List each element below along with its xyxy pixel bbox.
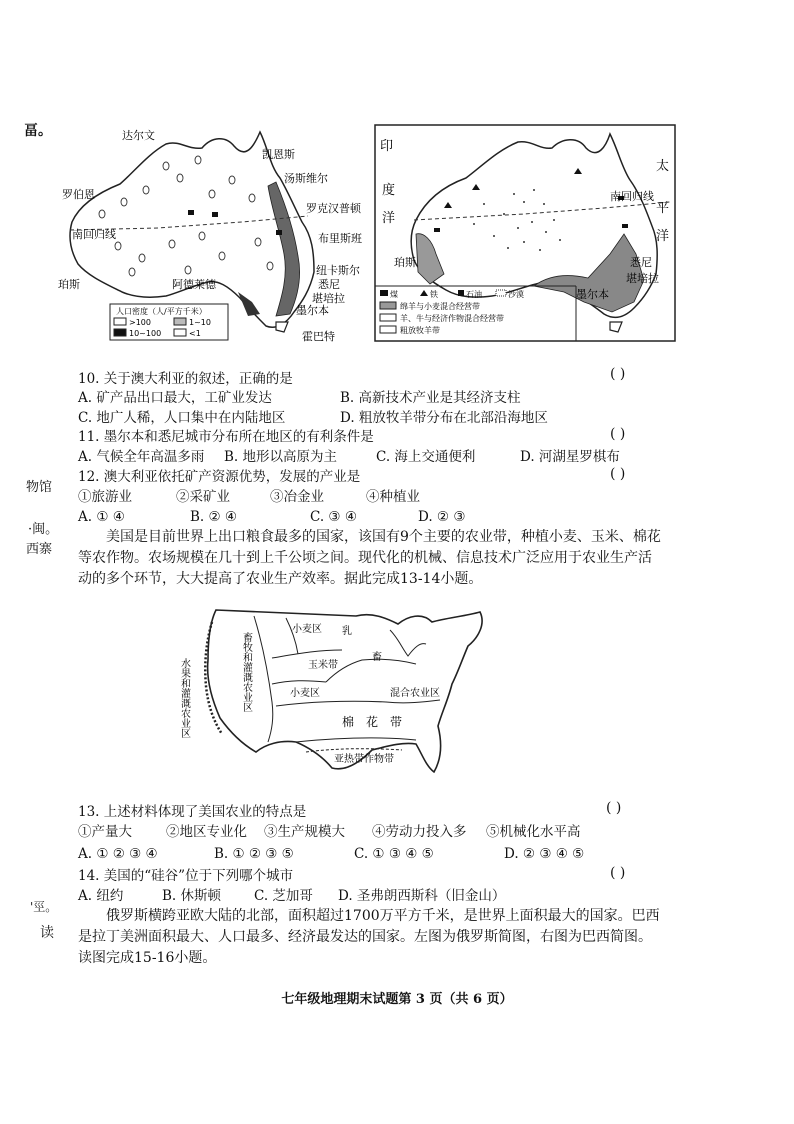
svg-text:羊、牛与经济作物混合经营带: 羊、牛与经济作物混合经营带 xyxy=(400,314,504,323)
map-label: 堪培拉 xyxy=(626,272,659,285)
option-b: B. ② ④ xyxy=(190,509,237,525)
option-c: C. 海上交通便利 xyxy=(376,449,476,465)
option-c: C. 地广人稀，人口集中在内陆地区 xyxy=(78,410,286,426)
svg-text:粗放牧羊带: 粗放牧羊带 xyxy=(400,326,440,335)
svg-text:人口密度（人/平方千米）: 人口密度（人/平方千米） xyxy=(116,307,207,316)
option-d: D. 圣弗朗西斯科（旧金山） xyxy=(338,888,506,904)
svg-text:铁: 铁 xyxy=(430,290,438,299)
statement-4: ④劳动力投入多 xyxy=(372,824,467,840)
statement-1: ①产量大 xyxy=(78,824,132,840)
australia-agriculture-map xyxy=(374,124,676,342)
svg-text:>100: >100 xyxy=(129,318,151,327)
passage-line: 等农作物。农场规模在几十到上千公顷之间。现代化的机械、信息技术广泛应用于农业生产活 xyxy=(78,550,652,566)
option-a: A. 气候全年高温多雨 xyxy=(78,449,205,465)
option-b: B. ① ② ③ ⑤ xyxy=(214,846,294,862)
svg-text:沙漠: 沙漠 xyxy=(508,290,524,299)
map-label: 珀斯 xyxy=(58,278,80,291)
map-label: 玉米带 xyxy=(308,660,338,671)
statement-1: ①旅游业 xyxy=(78,489,132,505)
answer-bracket: ( ) xyxy=(610,426,626,442)
option-d: D. ② ③ ④ ⑤ xyxy=(504,846,585,862)
map-legend xyxy=(110,304,228,340)
question-10-stem: 10. 关于澳大利亚的叙述，正确的是 xyxy=(78,371,293,387)
option-c: C. ① ③ ④ ⑤ xyxy=(354,846,434,862)
map-label: 小麦区 xyxy=(290,688,320,699)
page-footer: 七年级地理期末试题第 3 页（共 6 页） xyxy=(281,992,513,1007)
option-d: D. 粗放牧羊带分布在北部沿海地区 xyxy=(340,410,548,426)
map-label: 墨尔本 xyxy=(296,304,329,317)
map-label: 小麦区 xyxy=(292,624,322,635)
margin-note: 畐。 xyxy=(24,123,52,139)
map-label: 棉花带 xyxy=(342,715,415,729)
statement-3: ③冶金业 xyxy=(270,489,324,505)
svg-text:<1: <1 xyxy=(189,329,201,338)
map-label: 墨尔本 xyxy=(576,288,609,301)
svg-text:10~100: 10~100 xyxy=(129,329,162,338)
map-label: 凯恩斯 xyxy=(262,148,295,161)
statement-2: ②地区专业化 xyxy=(166,824,247,840)
option-c: C. ③ ④ xyxy=(310,509,357,525)
statement-2: ②采矿业 xyxy=(176,489,230,505)
map-label: 汤斯维尔 xyxy=(284,172,328,185)
svg-text:煤: 煤 xyxy=(390,290,398,299)
statement-4: ④种植业 xyxy=(366,489,420,505)
map-label: 混合农业区 xyxy=(390,688,440,699)
map-label: 霍巴特 xyxy=(302,330,335,343)
map-label: 平 xyxy=(656,201,670,216)
answer-bracket: ( ) xyxy=(610,366,626,382)
answer-bracket: ( ) xyxy=(610,865,626,881)
map-label: 度 xyxy=(382,183,396,198)
margin-note: '巠。 xyxy=(30,900,58,914)
question-13-stem: 13. 上述材料体现了美国农业的特点是 xyxy=(78,804,307,820)
map-label: 乳 xyxy=(342,626,352,637)
answer-bracket: ( ) xyxy=(610,466,626,482)
option-d: D. 河湖星罗棋布 xyxy=(520,449,620,465)
map-label: 畜 xyxy=(372,652,382,663)
map-label: 悉尼 xyxy=(318,278,340,291)
option-c: C. 芝加哥 xyxy=(254,888,313,904)
svg-text:1~10: 1~10 xyxy=(189,318,211,327)
svg-text:绵羊与小麦混合经营带: 绵羊与小麦混合经营带 xyxy=(400,302,480,311)
map-label: 纽卡斯尔 xyxy=(316,264,360,277)
svg-text:石油: 石油 xyxy=(466,290,482,299)
margin-note: 读 xyxy=(40,925,54,941)
map-label: 太 xyxy=(656,159,670,174)
passage-line: 动的多个环节，大大提高了农业生产效率。据此完成13-14小题。 xyxy=(78,571,483,587)
option-a: A. 矿产品出口最大，工矿业发达 xyxy=(78,390,272,406)
option-b: B. 高新技术产业是其经济支柱 xyxy=(340,390,521,406)
question-11-stem: 11. 墨尔本和悉尼城市分布所在地区的有利条件是 xyxy=(78,429,374,445)
option-a: A. ① ② ③ ④ xyxy=(78,846,158,862)
option-d: D. ② ③ xyxy=(418,509,466,525)
margin-note: 物馆 xyxy=(26,480,53,495)
map-label: 珀斯 xyxy=(394,256,416,269)
map-label: 达尔文 xyxy=(122,129,155,142)
map-label: 亚热带作物带 xyxy=(334,754,394,765)
map-label: 洋 xyxy=(382,211,396,226)
map-label: 罗伯恩 xyxy=(62,188,95,201)
passage-line: 美国是目前世界上出口粮食最多的国家，该国有9个主要的农业带，种植小麦、玉米、棉花 xyxy=(106,529,661,545)
map-label: 罗克汉普顿 xyxy=(306,202,361,215)
answer-bracket: ( ) xyxy=(606,800,622,816)
margin-note: ·闽。 xyxy=(28,522,59,537)
statement-3: ③生产规模大 xyxy=(264,824,345,840)
australia-population-map xyxy=(58,126,380,344)
statement-5: ⑤机械化水平高 xyxy=(486,824,581,840)
map-label: 南回归线 xyxy=(610,190,654,203)
option-b: B. 休斯顿 xyxy=(162,888,222,904)
map-label: 洋 xyxy=(656,229,670,244)
question-12-stem: 12. 澳大利亚依托矿产资源优势，发展的产业是 xyxy=(78,469,361,485)
map-label: 印 xyxy=(380,139,394,154)
map-label: 水果和灌溉农业区 xyxy=(178,658,190,738)
map-label: 堪培拉 xyxy=(312,292,345,305)
option-a: A. 纽约 xyxy=(78,888,124,904)
passage-line: 是拉丁美洲面积最大、人口最多、经济最发达的国家。左图为俄罗斯简图，右图为巴西简图。 xyxy=(78,929,652,945)
map-label: 阿德莱德 xyxy=(172,278,216,291)
margin-note: 西寨 xyxy=(26,542,53,557)
passage-line: 读图完成15-16小题。 xyxy=(78,950,217,966)
option-a: A. ① ④ xyxy=(78,509,125,525)
usa-agriculture-map xyxy=(176,602,506,786)
map-label: 南回归线 xyxy=(72,228,116,241)
map-label: 布里斯班 xyxy=(318,232,362,245)
question-14-stem: 14. 美国的“硅谷”位于下列哪个城市 xyxy=(78,868,294,884)
passage-line: 俄罗斯横跨亚欧大陆的北部，面积超过1700万平方千米，是世界上面积最大的国家。巴西 xyxy=(106,908,660,924)
map-label: 畜牧和灌溉农业区 xyxy=(240,632,252,712)
map-label: 悉尼 xyxy=(630,256,652,269)
option-b: B. 地形以高原为主 xyxy=(224,449,338,465)
